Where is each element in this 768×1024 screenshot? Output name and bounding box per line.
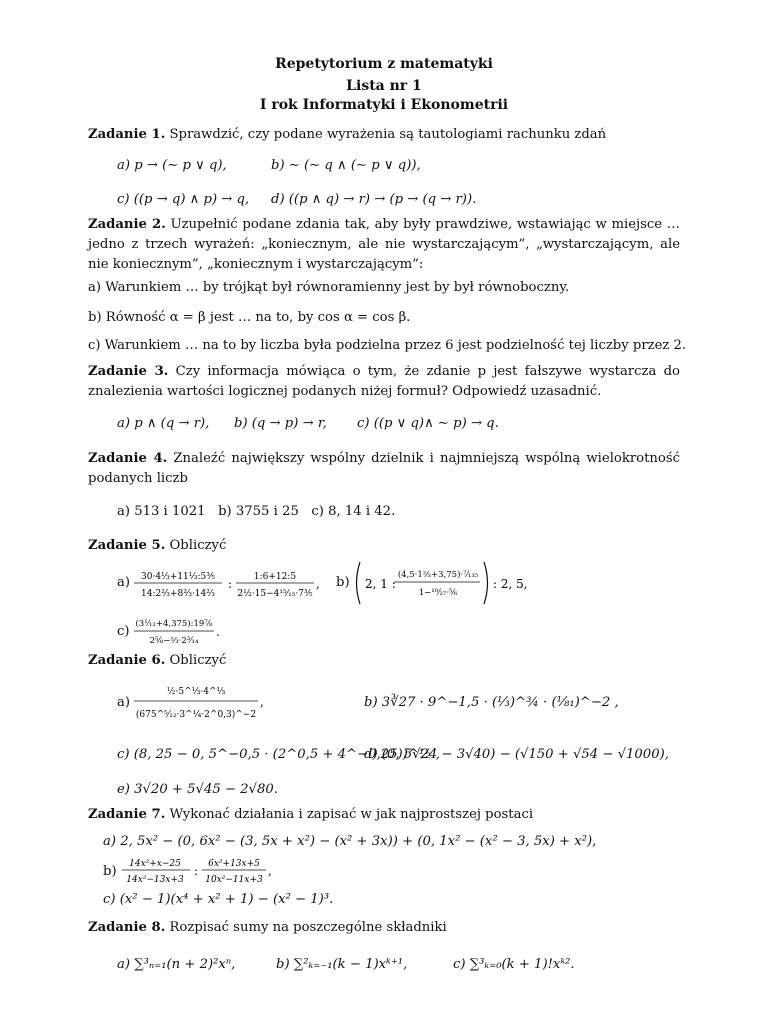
task-6-item-c: c) (8, 25 − 0, 5^−0,5 · (2^0,5 + 4^−0,25))^½ ,	[117, 747, 441, 762]
task-5-a-numerator-2: 1:6+12:5	[253, 572, 297, 582]
task-5-text: Obliczyć	[169, 538, 227, 553]
task-7-b-denominator-1: 14x²−13x+3	[126, 875, 184, 885]
task-7-statement	[88, 805, 688, 825]
task-5-b-numerator: (4,5·1⅔+3,75)·⁷⁄₁₃₅	[397, 570, 479, 580]
task-1-item-b: b) ∼ (∼ q ∧ (∼ p ∨ q)),	[271, 158, 421, 173]
task-6-item-a-prefix: a)	[117, 695, 131, 710]
task-6-item-a-fraction	[132, 680, 272, 726]
task-6-label: Zadanie 6.	[88, 653, 166, 668]
task-6-item-d: d) (0, 5√24 − 3√40) − (√150 + √54 − √1000),	[364, 747, 669, 762]
task-8-item-a: a) ∑³ₙ₌₁(n + 2)²xⁿ,	[117, 957, 236, 972]
task-3-item-a: a) p ∧ (q → r),	[117, 416, 210, 431]
task-7-item-b-fractions	[120, 855, 290, 889]
task-5-a-denominator-2: 2½·15−4¹⁵⁄₁₅·7⅗	[237, 589, 313, 599]
task-5-c-denominator: 2⅝−⅔·2³⁄₁₄	[149, 636, 199, 646]
task-5-a-numerator-1: 30·4⅓+11⅓:5⅗	[141, 572, 215, 582]
task-3-text: Czy informacja mówiąca o tym, że zdanie p jest fałszywe wystarcza do znalezienia wartości logicznej podanych niżej formuł? Odpowiedź uzasadnić.	[88, 364, 680, 399]
task-5-b-left-paren	[357, 562, 361, 604]
task-7-b-denominator-2: 10x²−11x+3	[205, 875, 263, 885]
task-2-item-c: c) Warunkiem … na to by liczba była podzielna przez 6 jest podzielność tej liczby przez 2.	[88, 338, 687, 353]
task-1-item-c: c) ((p → q) ∧ p) → q,	[117, 192, 250, 207]
task-7-b-end: ,	[268, 864, 272, 878]
task-4-statement	[88, 449, 680, 489]
task-5-b-denominator: 1−¹⁰⁄₂₇·⅚	[418, 588, 458, 598]
task-7-item-b-prefix: b)	[103, 864, 117, 879]
task-6-item-b: b) 3∛27 · 9^−1,5 · (⅓)^¾ · (¹⁄₈₁)^−2 ,	[364, 695, 619, 710]
task-1-label: Zadanie 1.	[88, 127, 166, 142]
task-5-item-b-prefix: b)	[336, 575, 350, 590]
task-2-item-a: a) Warunkiem … by trójkąt był równoramienny jest by był równoboczny.	[88, 280, 570, 295]
task-5-item-a-prefix: a)	[117, 575, 131, 590]
task-5-item-c-fraction	[132, 614, 232, 650]
task-1-statement	[88, 125, 688, 145]
task-4-text: Znaleźć największy wspólny dzielnik i najmniejszą wspólną wielokrotność podanych liczb	[88, 451, 680, 486]
task-8-item-b: b) ∑²ₖ₌₋₁(k − 1)xᵏ⁺¹,	[276, 957, 408, 972]
task-7-label: Zadanie 7.	[88, 807, 166, 822]
task-5-b-right-paren	[484, 562, 488, 604]
task-5-c-numerator: (3¹⁄₁₂+4,375):19⅞	[135, 619, 213, 629]
task-6-a-denominator: (675^⁵⁄₁₂·3^¼·2^0,3)^−2	[135, 710, 257, 720]
task-7-b-colon: :	[194, 864, 199, 878]
task-7-b-numerator-2: 6x²+13x+5	[208, 859, 260, 869]
task-8-text: Rozpisać sumy na poszczególne składniki	[169, 920, 447, 935]
document-course: I rok Informatyki i Ekonometrii	[259, 97, 509, 113]
task-6-a-numerator: ½·5^⅓·4^⅓	[166, 687, 226, 697]
task-5-item-a-fraction	[132, 566, 322, 606]
task-7-item-c: c) (x² − 1)(x⁴ + x² + 1) − (x² − 1)³.	[103, 892, 334, 907]
task-7-item-a: a) 2, 5x² − (0, 6x² − (3, 5x + x²) − (x² + 3x)) + (0, 1x² − (x² − 3, 5x) + x²),	[103, 834, 597, 849]
task-8-statement	[88, 918, 688, 938]
task-4-items: a) 513 i 1021 b) 3755 i 25 c) 8, 14 i 42.	[117, 504, 396, 519]
task-2-item-b: b) Równość α = β jest … na to, by cos α = cos β.	[88, 310, 411, 325]
task-3-item-c: c) ((p ∨ q)∧ ∼ p) → q.	[357, 416, 499, 431]
task-6-a-end: ,	[260, 695, 264, 709]
task-6-text: Obliczyć	[169, 653, 227, 668]
task-8-item-c: c) ∑³ₖ₌₀(k + 1)!xᵏ².	[453, 957, 575, 972]
task-5-a-denominator-1: 14:2⅔+8⅔·14⅔	[141, 589, 215, 599]
task-5-statement	[88, 536, 688, 556]
document-title: Repetytorium z matematyki	[275, 56, 493, 72]
task-4-label: Zadanie 4.	[88, 451, 168, 466]
task-6-item-e: e) 3√20 + 5√45 − 2√80.	[117, 782, 278, 797]
task-7-text: Wykonać działania i zapisać w jak najprostszej postaci	[169, 807, 534, 822]
task-5-a-colon: :	[228, 577, 233, 591]
task-3-item-b: b) (q → p) → r,	[234, 416, 327, 431]
task-5-item-c-prefix: c)	[117, 624, 130, 639]
task-5-label: Zadanie 5.	[88, 538, 166, 553]
task-5-c-end: .	[216, 625, 220, 639]
document-list-number: Lista nr 1	[346, 78, 422, 94]
task-3-statement	[88, 362, 680, 402]
task-7-b-numerator-1: 14x²+x−25	[129, 859, 181, 869]
task-1-item-a: a) p → (∼ p ∨ q),	[117, 158, 227, 173]
task-2-label: Zadanie 2.	[88, 217, 166, 232]
task-1-item-d: d) ((p ∧ q) → r) → (p → (q → r)).	[271, 192, 477, 207]
task-8-label: Zadanie 8.	[88, 920, 166, 935]
task-6-statement	[88, 651, 688, 671]
task-5-item-b-expression	[352, 560, 532, 606]
task-3-label: Zadanie 3.	[88, 364, 169, 379]
task-5-b-lead: 2, 1 :	[365, 577, 396, 591]
task-5-b-end: : 2, 5,	[493, 577, 528, 591]
task-2-statement	[88, 215, 680, 275]
task-1-text: Sprawdzić, czy podane wyrażenia są tautologiami rachunku zdań	[169, 127, 607, 142]
task-2-text: Uzupełnić podane zdania tak, aby były prawdziwe, wstawiając w miejsce … jedno z trzech wyrażeń: „koniecznym, ale nie wystarczającym”, „wystarczającym, ale nie koniecznym”, „koniecznym i wystarczającym”:	[88, 217, 680, 272]
task-5-a-end: ,	[316, 577, 320, 591]
